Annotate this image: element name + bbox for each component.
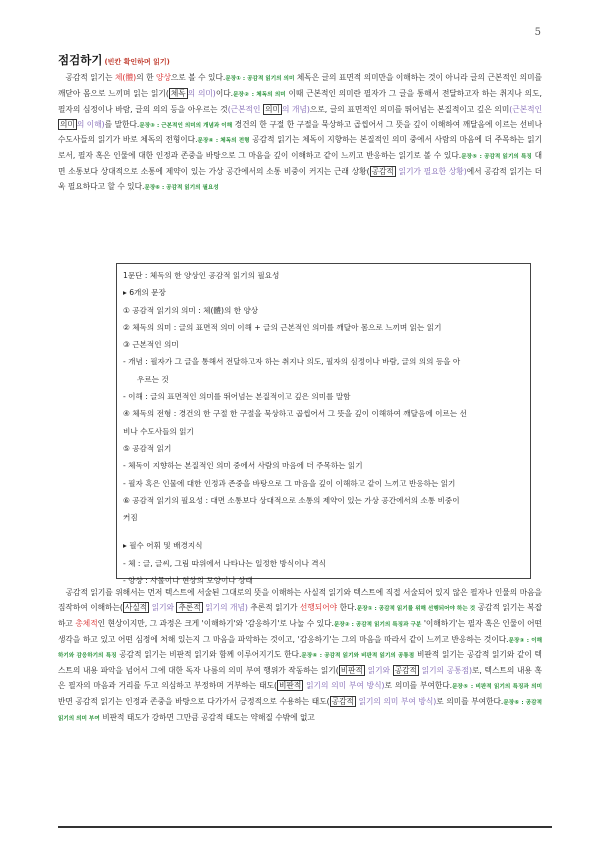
sentence-tag: 문장① : 공감적 읽기의 의미 [225,76,295,82]
annotation: 읽기의 의미 부여 방식) [358,696,437,706]
text-run: '이해하기'는 필자 혹은 인물이 어떤 생각을 하고 있고 어떤 심정에 처해 있는지 그 마음을 파악하는 것이고, '감응하기'는 그의 마음을 따라서 같이 느끼고 반응하는 것이다. [58,618,542,644]
summary-line: ④ 체독의 전형 : 경건의 한 구절 한 구절을 묵상하고 곱씹어서 그 뜻을 깊이 이해하여 깨달음에 이르는 선 [123,409,467,419]
text-run: 으로, 글의 표면적인 의미를 뛰어넘는 본질적이고 깊은 의미 [309,104,510,114]
summary-line: - 이해 : 글의 표면적인 의미를 뛰어넘는 본질적이고 깊은 의미를 말함 [123,392,351,402]
text-run: 체독은 글의 표면적 의미만을 이해하는 것이 아니라 글의 근본적인 의미를 깨닫아 몸으로 느끼며 읽는 읽기 [58,73,542,98]
annotation: (근본적인 [509,104,543,114]
summary-line: ① 공감적 읽기의 의미 : 체(體)의 한 양상 [123,305,259,315]
blank-box: 비판적 [340,666,363,676]
text-run: ( [165,88,169,98]
summary-line: ▸ 필수 어휘 및 배경지식 [123,541,203,551]
summary-line: ⑥ 공감적 읽기의 필요성 : 대면 소통보다 상대적으로 소통의 제약이 있는 가상 공간에서의 소통 비중이 [123,495,460,505]
key-term: 양상 [156,73,171,82]
blank-box: 체독 [170,88,186,98]
key-term: 총체적 [75,618,98,628]
blank-box: 사실적 [124,602,148,612]
paragraph-1 [58,71,542,196]
text-run: 추론적 읽기가 [250,602,298,612]
section-title [58,52,170,68]
paragraph-2 [58,586,542,727]
annotation: 읽기와 [367,666,390,676]
text-run: 반면 공감적 읽기는 인정과 존중을 바탕으로 다가가서 긍정적으로 수용하는 태도 [58,696,327,706]
annotation: 읽기가 필요한 상황) [398,167,467,177]
sentence-tag: 문장⑥ : 공감적 읽기의 의미 부여 [58,699,542,722]
blank-box: 공감적 [394,666,417,676]
annotation: 읽기의 의미 부여 방식) [306,681,385,691]
annotation: 의 이해) [76,119,105,129]
text-run: ( [335,666,339,676]
blank-box: 추론적 [178,602,201,612]
text-run: ( [366,167,370,177]
text-run: 이때 근본적인 의미란 필자가 그 글을 통해서 전달하고자 하는 취지나 의도, 필자의 심정이나 바람, 글의 의의 등을 아우르는 것 [58,88,542,114]
summary-line: ▸ 6개의 문장 [123,288,166,298]
annotation: 의 개념) [281,104,310,114]
sentence-tag: 문장② : 공감적 읽기의 특징과 구분 [333,621,422,628]
summary-line: - 개념 : 필자가 그 글을 통해서 전달하고자 하는 취지나 의도, 필자의 심정이나 바람, 글의 의의 등을 아 [123,357,461,367]
text-run: 공감적 읽기를 위해서는 먼저 텍스트에 서술된 그대로의 뜻을 이해하는 사실적 읽기와 텍스트에 직접 서술되어 있지 않은 필자나 인물의 마음을 짐작하여 이해하는 [58,588,542,612]
text-run: 비판적 읽기는 공감적 읽기와 같이 텍스트의 내용 파악을 넘어서 그에 대한 독자 나름의 의미 부여 행위가 작동하는 읽기 [58,650,542,676]
key-term: 체(體) [114,73,137,82]
summary-line: ③ 근본적인 의미 [123,340,179,350]
annotation: 읽기의 개념) [205,602,248,612]
summary-line: ② 체독의 의미 : 글의 표면적 의미 이해 + 글의 근본적인 의미를 깨달아 몸으로 느끼며 읽는 읽기 [123,322,442,332]
text-run: 인 현상이지만, 그 과정은 크게 '이해하기'와 '감응하기'로 나눌 수 있다. [97,618,334,628]
blank-box: 공감적 [331,696,354,706]
text-run: 공감적 읽기는 비판적 읽기와 함께 이루어지기도 한다. [119,650,302,660]
summary-line: 1문단 : 체독의 한 양상인 공감적 읽기의 필요성 [123,271,280,280]
text-run: 으로 볼 수 있다. [170,73,226,82]
sentence-tag: 문장③ : 이해하기와 감응하기의 특징 [58,637,542,660]
summary-line: 커짐 [123,513,138,523]
sentence-tag: 문장③ : 근본적인 의미의 개념과 이해 [139,122,233,129]
annotation: 의 의미) [187,88,216,98]
annotation: 읽기의 공통점) [421,666,472,676]
text-run: 이다. [215,88,234,98]
summary-box [116,263,531,586]
text-run: 한다. [339,602,357,612]
text-run: 의 한 [136,73,154,82]
annotation: (근본적인 [227,104,261,114]
spacer [123,526,524,537]
text-run: 공감적 읽기는 체독이 지향하는 본질적인 의미 중에서 사람의 마음에 더 주목하는 읽기로서, 필자 혹은 인물에 대한 인정과 존중을 바탕으로 그 마음을 깊이 이해하고 같이 느끼고 반응하는 읽기로 볼 수 있다. [58,135,543,161]
sentence-tag: 문장② : 체독의 의미 [233,91,286,98]
section-title-text: 점검하기 [58,53,103,67]
summary-line: - 체 : 글, 글씨, 그림 따위에서 나타나는 일정한 방식이나 격식 [123,558,326,568]
text-run: 대면 소통보다 상대적으로 소통에 제약이 있는 가상 공간에서의 소통 비중이 커지는 근래 상황 [58,151,542,177]
blank-box: 비판적 [278,681,302,691]
key-term: 선행되어야 [299,602,338,612]
text-run: ( [119,602,123,612]
text-run: 로, 텍스트의 내용 혹은 필자의 마음과 거리를 두고 의심하고 부정하며 거부하는 태도 [58,666,542,691]
text-run: 공감적 읽기는 복잡하고 [58,602,543,628]
sentence-tag: 문장① : 공감적 읽기를 위해 선행되어야 하는 것 [356,605,476,612]
blank-box: 의미 [265,104,280,114]
text-run: 로 의미를 부여한다. [384,681,453,691]
sentence-tag: 문장⑤ : 공감적 읽기의 특징 [461,154,532,161]
blank-box: 공감적 [371,167,394,177]
section-subtitle: (빈칸 확인하며 읽기) [104,58,170,66]
text-run: ( [273,681,277,691]
text-run: 를 말한다. [104,119,140,129]
text-run: 경건의 한 구절 한 구절을 묵상하고 곱씹어서 그 뜻을 깊이 이해하여 깨달음에 이르는 선비나 수도사들의 읽기가 바로 체독의 전형이다. [58,119,542,145]
text-run: 비판적 태도가 강하면 그만큼 공감적 태도는 약해질 수밖에 없고 [102,712,315,722]
summary-line: ⑤ 공감적 읽기 [123,443,172,453]
annotation: 읽기와 [151,602,174,612]
summary-line: - 체독이 지향하는 본질적인 의미 중에서 사람의 마음에 더 주목하는 읽기 [123,461,363,471]
sentence-tag: 문장④ : 체독의 전형 [197,138,250,145]
summary-line: - 양상 : 사물이나 현상의 모양이나 상태 [123,576,253,586]
summary-line: 비나 수도사들의 읽기 [123,426,194,436]
text-run: ( [326,696,330,706]
text-run: 로 의미를 부여한다. [436,696,504,706]
sentence-tag: 문장⑥ : 공감적 읽기의 필요성 [144,184,219,191]
sentence-tag: 문장⑤ : 비판적 읽기의 특징과 의미 [452,684,542,691]
text-run: 공감적 읽기는 [65,73,113,82]
page-bottom-rule [58,826,552,828]
summary-line: - 필자 혹은 인물에 대한 인정과 존중을 바탕으로 그 마음을 깊이 이해하고 같이 느끼고 반응하는 읽기 [123,478,456,488]
summary-line: 우르는 것 [137,374,169,384]
sentence-tag: 문장④ : 공감적 읽기와 비판적 읽기의 공통점 [301,653,415,660]
page-number: 5 [534,27,541,38]
text-run: 에서 공감적 읽기는 더욱 필요하다고 할 수 있다. [58,167,543,191]
blank-box: 의미 [60,119,75,129]
